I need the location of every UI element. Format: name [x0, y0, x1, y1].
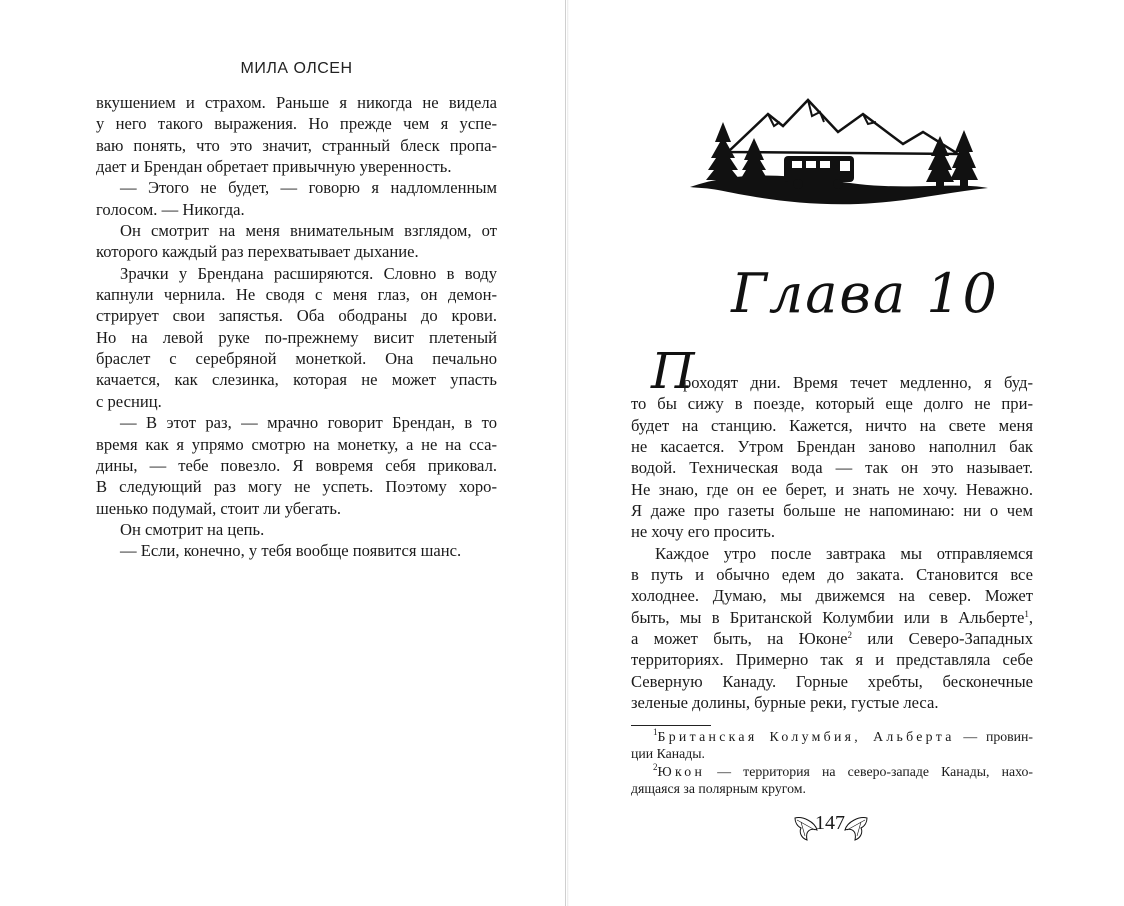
text-line: — Если, конечно, у тебя вообще появится шанс.: [120, 541, 462, 561]
text-line: браслет с серебряной монеткой. Она печально: [96, 349, 497, 369]
footnote-term: Британская Колумбия, Альберта: [657, 729, 955, 744]
text-line: холоднее. Думаю, мы движемся на север. Может: [631, 586, 1033, 606]
footnote-mark: 2: [653, 761, 658, 772]
footnote-term: Юкон: [657, 763, 706, 779]
text-line: будет на станцию. Кажется, ничто на свете меня: [631, 415, 1033, 435]
text-line: быть, мы в Британской Колумбии или в Альберте$^1$,: [631, 607, 1033, 627]
spine-shadow: [567, 0, 569, 906]
text-line: Каждое утро после завтрака мы отправляемся: [655, 543, 1033, 563]
text-line: время как я упрямо смотрю на монетку, а не на сса-: [96, 434, 497, 454]
footnote-continuation: дящаяся за полярным кругом.: [631, 780, 806, 796]
butterfly-wing-right-icon: [843, 814, 869, 842]
footnote: $^1$Британская Колумбия, Альберта — провин-: [653, 727, 1033, 744]
text-line: голосом. — Никогда.: [96, 199, 245, 219]
text-line: шенько подумай, стоит ли убегать.: [96, 498, 342, 518]
drop-cap: П: [651, 342, 695, 400]
text-line: вкушением и страхом. Раньше я никогда не видела: [96, 93, 497, 112]
text-line: зеленые долины, бурные реки, густые леса.: [631, 693, 939, 713]
left-page-text: [96, 92, 497, 562]
footnote-continuation: ции Канады.: [631, 746, 705, 762]
text-line: Не знаю, где он ее берет, и знать не хочу. Неважно.: [631, 479, 1033, 499]
footnote-rule: [631, 725, 711, 726]
text-line: не хочу его просить.: [631, 522, 776, 542]
text-line: дины, — тебе повезло. Я вовремя себя приковал.: [96, 455, 497, 475]
text-line: стрирует свои запястья. Оба ободраны до крови.: [96, 306, 497, 326]
footnote-ref[interactable]: 2: [847, 630, 852, 641]
footnote-mark: 1: [653, 727, 658, 737]
text-line: которого каждый раз перехватывает дыхание.: [96, 242, 419, 262]
footnotes: [631, 728, 1033, 797]
footnote-ref[interactable]: 1: [1024, 608, 1029, 619]
text-line: ваю понять, что это значит, странный блеск пропа-: [96, 135, 497, 155]
text-line: Он смотрит на цепь.: [120, 519, 265, 539]
text-line: Но на левой руке по-прежнему висит плетеный: [96, 327, 497, 347]
text-line: у него такого выражения. Но прежде чем я успе-: [96, 114, 497, 134]
chapter-title: Глава 10: [731, 262, 999, 325]
text-line: территориях. Примерно так я и представляла себе: [631, 650, 1033, 670]
text-line: в путь и обычно едем до заката. Становится все: [631, 565, 1033, 585]
text-line: водой. Техническая вода — так он это называет.: [631, 458, 1033, 478]
text-line: Он смотрит на меня внимательным взглядом, от: [120, 221, 497, 241]
text-line: — В этот раз, — мрачно говорит Брендан, в то: [120, 413, 497, 433]
text-line: Я даже про газеты больше не напоминаю: ни о чем: [631, 501, 1033, 521]
footnote: $^2$Юкон — территория на северо-западе Канады, нахо-: [653, 761, 1033, 779]
text-line: Зрачки у Брендана расширяются. Словно в воду: [120, 263, 497, 283]
text-line: Северную Канаду. Горные хребты, бесконечные: [631, 671, 1033, 691]
text-line: то бы сижу в поезде, который еще долго не при-: [631, 394, 1033, 414]
text-line: капнули чернила. Не сводя с меня глаз, он демон-: [96, 285, 497, 305]
text-line: дает и Брендан обретает привычную уверенность.: [96, 157, 452, 177]
text-line: — Этого не будет, — говорю я надломленным: [120, 178, 497, 198]
page-number: 147: [815, 812, 845, 834]
text-line: роходят дни. Время течет медленно, я буд-: [683, 373, 1033, 392]
text-line: с ресниц.: [96, 391, 162, 411]
text-line: качается, как слезинка, которая не может упасть: [96, 370, 497, 390]
text-line: не касается. Утром Брендан заново наполнил бак: [631, 437, 1033, 457]
book-spine: [565, 0, 566, 906]
right-page-text: [631, 372, 1033, 714]
mountain-camper-illustration-icon: [688, 92, 992, 214]
text-line: а может быть, на Юконе$^2$ или Северо-Западных: [631, 629, 1034, 649]
text-line: В следующий раз могу не успеть. Поэтому хоро-: [96, 477, 497, 497]
running-head-author: МИЛА ОЛСЕН: [240, 60, 353, 77]
